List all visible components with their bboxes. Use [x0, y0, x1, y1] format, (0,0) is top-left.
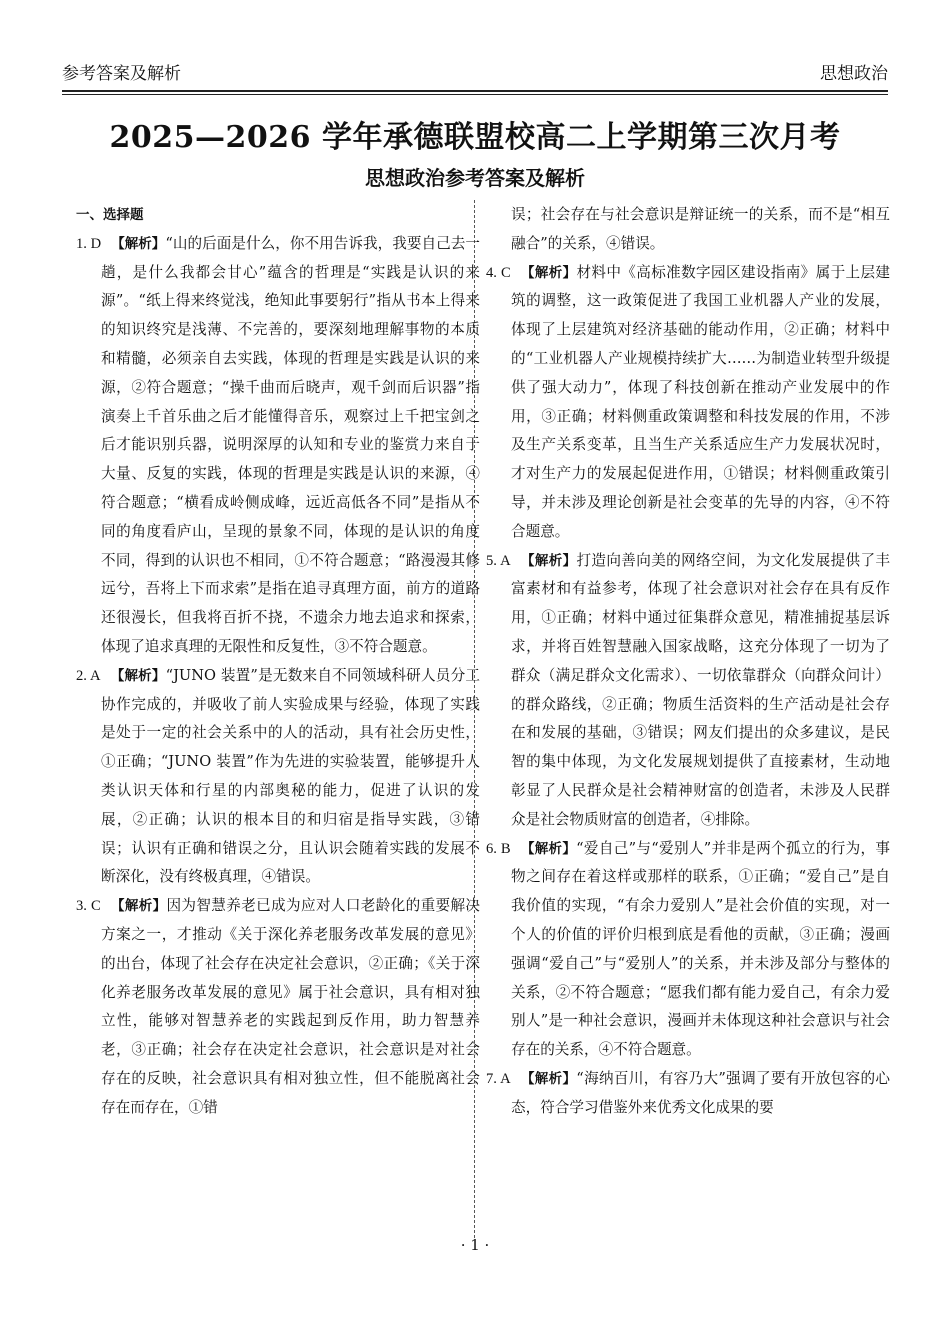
answer-item-4	[486, 259, 890, 547]
analysis-tag: 【解析】	[110, 667, 166, 684]
running-header	[62, 56, 888, 86]
answer-number: 5. A	[486, 552, 511, 569]
answer-text: 因为智慧养老已成为应对人口老龄化的重要解决方案之一，才推动《关于深化养老服务改革发展的意见》的出台，体现了社会存在决定社会意识，②正确；《关于深化养老服务改革发展的意见》属于社会意识，具有相对独立性，能够对智慧养老的实践起到反作用，助力智慧养老，③正确；社会存在决定社会意识，社会意识是对社会存在的反映，社会意识具有相对独立性，但不能脱离社会存在而存在，①错	[101, 897, 481, 1116]
analysis-tag: 【解析】	[520, 840, 577, 857]
answer-item-1	[76, 230, 480, 662]
answer-number: 4. C	[486, 264, 511, 281]
analysis-tag: 【解析】	[520, 552, 577, 569]
answer-text: 材料中《高标准数字园区建设指南》属于上层建筑的调整，这一政策促进了我国工业机器人产业的发展，体现了上层建筑对经济基础的能动作用，②正确；材料中的“工业机器人产业规模持续扩大……为制造业转型升级提供了强大动力”，体现了科技创新在推动产业发展中的作用，③正确；材料侧重政策调整和科技发展的作用，不涉及生产关系变革，且当生产关系适应生产力发展状况时，才对生产力的发展起促进作用，①错误；材料侧重政策引导，并未涉及理论创新是社会变革的先导的内容，④不符合题意。	[511, 263, 891, 540]
answer-number: 3. C	[76, 898, 101, 915]
answer-text: “JUNO 装置”是无数来自不同领域科研人员分工协作完成的，并吸收了前人实验成果与经验，体现了实践是处于一定的社会关系中的人的活动，具有社会历史性，①正确；“JUNO 装置”作为先进的实验装置，能够提升人类认识天体和行星的内部奥秘的能力，促进了认识的发展，②正确；认识的根本目的和归宿是指导实践，③错误；认识有正确和错误之分，且认识会随着实践的发展不断深化，没有终极真理，④错误。	[101, 666, 481, 886]
answer-number: 2. A	[76, 667, 101, 684]
answer-text: “海纳百川，有容乃大”强调了要有开放包容的心态，符合学习借鉴外来优秀文化成果的要	[511, 1069, 890, 1116]
answer-number: 1. D	[76, 235, 102, 252]
answer-text: 打造向善向美的网络空间，为文化发展提供了丰富素材和有益参考，体现了社会意识对社会存在具有反作用，①正确；材料中通过征集群众意见，精准捕捉基层诉求，并将百姓智慧融入国家战略，这充分体现了一切为了群众（满足群众文化需求）、一切依靠群众（向群众问计）的群众路线，②正确；物质生活资料的生产活动是社会存在和发展的基础，③错误；网友们提出的众多建议，是民智的集中体现，为文化发展规划提供了直接素材，生动地彰显了人民群众是社会精神财富的创造者，未涉及人民群众是社会物质财富的创造者，④排除。	[511, 551, 891, 828]
answer-item-3-continued: 误；社会存在与社会意识是辩证统一的关系，而不是“相互融合”的关系，④错误。	[511, 206, 890, 252]
page-number: · 1 ·	[460, 1236, 490, 1254]
answer-text: “爱自己”与“爱别人”并非是两个孤立的行为，事物之间存在着这样或那样的联系，①正确；“爱自己”是自我价值的实现，“有余力爱别人”是社会价值的实现，对一个人的价值的评价归根到底是看他的贡献，③正确；漫画强调“爱自己”与“爱别人”的关系，并未涉及部分与整体的关系，②不符合题意；“愿我们都有能力爱自己，有余力爱别人”是一种社会意识，漫画并未体现这种社会意识与社会存在的关系，④不符合题意。	[511, 839, 891, 1059]
section-heading: 一、选择题	[76, 207, 144, 223]
page-title: 2025—2026 学年承德联盟校高二上学期第三次月考	[109, 120, 841, 155]
left-column	[76, 201, 480, 1123]
analysis-tag: 【解析】	[520, 264, 577, 281]
analysis-tag: 【解析】	[110, 898, 167, 915]
header-rule-thin	[62, 94, 888, 95]
page-subtitle: 思想政治参考答案及解析	[365, 166, 585, 190]
analysis-tag: 【解析】	[111, 235, 166, 252]
answer-item-5	[486, 547, 890, 835]
header-right-label: 思想政治	[820, 63, 888, 84]
answer-text: “山的后面是什么，你不用告诉我，我要自己去一趟，是什么我都会甘心”蕴含的哲理是“实践是认识的来源”。“纸上得来终觉浅，绝知此事要躬行”指从书本上得来的知识终究是浅薄、不完善的，要深刻地理解事物的本质和精髓，必须亲自去实践，体现的哲理是实践是认识的来源，②符合题意；“操千曲而后晓声，观千剑而后识器”指演奏上千首乐曲之后才能懂得音乐，观察过上千把宝剑之后才能识别兵器，说明深厚的认知和专业的鉴赏力来自于大量、反复的实践，体现的哲理是实践是认识的来源，④符合题意；“横看成岭侧成峰，远近高低各不同”是指从不同的角度看庐山，呈现的景象不同，体现的是认识的角度不同，得到的认识也不相同，①不符合题意；“路漫漫其修远兮，吾将上下而求索”是指在追寻真理方面，前方的道路还很漫长，但我将百折不挠，不遗余力地去追求和探索，体现了追求真理的无限性和反复性，③不符合题意。	[101, 234, 480, 655]
header-left-label: 参考答案及解析	[62, 63, 181, 84]
answer-number: 7. A	[486, 1070, 511, 1087]
answer-item-7	[486, 1065, 890, 1123]
answer-number: 6. B	[486, 840, 511, 857]
header-rule-thick	[62, 90, 888, 92]
analysis-tag: 【解析】	[520, 1070, 577, 1087]
answer-item-3	[76, 892, 480, 1122]
right-column	[486, 201, 890, 1123]
answer-item-2	[76, 662, 480, 892]
answer-item-6	[486, 835, 890, 1065]
